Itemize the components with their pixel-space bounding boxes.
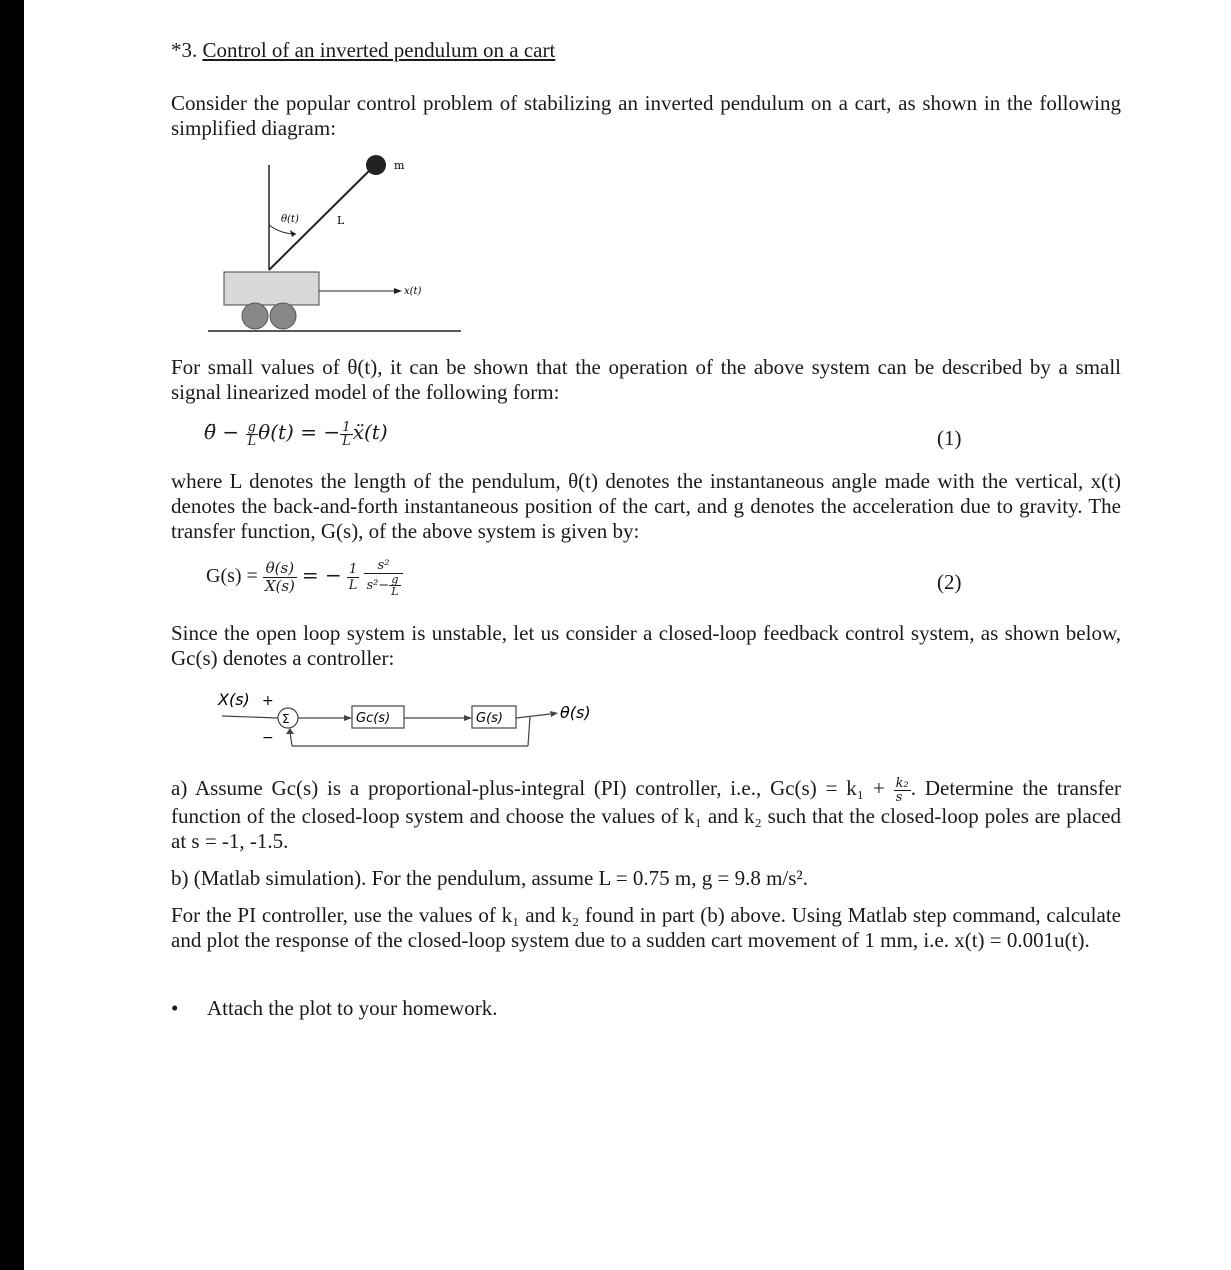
equation-2: G(s) = $\frac{\theta(s)}{X(s)}$ = − $\frac{1}{L}$ s² s²− $\frac{g}{L}$ [206,558,403,597]
controller-label: Gc(s) [356,711,391,726]
cart-wheel-left [242,303,268,329]
problem-number: *3. [171,38,203,62]
equation-1-number: (1) [937,426,962,450]
cart-wheel-right [270,303,296,329]
part-a-paragraph: a) Assume Gc(s) is a proportional-plus-integral (PI) controller, i.e., Gc(s) = k₁ + $\frac{\text{k₂}}{s}$ . Determine the transfer function of the closed-loop system and choose the values of k₁ and k₂ such that the closed-loop poles are placed at s = -1, -1.5. [171,775,1121,853]
pendulum-diagram [204,150,464,340]
mass-label: m [394,159,405,172]
output-label: θ(s) [560,703,591,722]
bullet-dot: • [171,996,179,1020]
equation-2-number: (2) [937,570,962,594]
sum-symbol: Σ [282,712,290,726]
cart-body [224,272,319,305]
document-page [24,0,1231,1270]
bullet-item [171,996,498,1021]
equation-1: θ̈ − $\frac{g}{L}$ θ(t) = − $\frac{1}{L}$ ẍ(t) [204,419,388,449]
input-label: X(s) [218,690,250,709]
pi-controller-paragraph: For the PI controller, use the values of k₁ and k₂ found in part (b) above. Using Matlab step command, calculate and plot the response of the closed-loop system due to a sudden cart movement of 1 mm, i.e. x(t) = 0.001u(t). [171,903,1121,952]
position-label: x(t) [404,286,422,297]
pendulum-mass [366,155,386,175]
feedback-block-diagram [214,688,614,750]
small-angle-paragraph: For small values of θ(t), it can be shown that the operation of the above system can be described by a small signal linearized model of the following form: [171,355,1121,404]
bullet-text: Attach the plot to your homework. [207,996,498,1020]
length-label: L [337,214,345,227]
intro-paragraph: Consider the popular control problem of stabilizing an inverted pendulum on a cart, as shown in the following simplified diagram: [171,91,1121,140]
plus-sign: + [262,693,274,709]
where-paragraph: where L denotes the length of the pendulum, θ(t) denotes the instantaneous angle made with the vertical, x(t) denotes the back-and-forth instantaneous position of the cart, and g denotes the acceleration due to gravity. The transfer function, G(s), of the above system is given by: [171,469,1121,543]
problem-title [171,38,1121,63]
plant-label: G(s) [476,711,503,726]
open-loop-paragraph: Since the open loop system is unstable, let us consider a closed-loop feedback control system, as shown below, Gc(s) denotes a controller: [171,621,1121,670]
minus-sign: − [262,730,274,746]
angle-label: θ(t) [281,214,299,225]
problem-heading: Control of an inverted pendulum on a cart [202,38,556,62]
part-b-paragraph: b) (Matlab simulation). For the pendulum, assume L = 0.75 m, g = 9.8 m/s². [171,866,808,890]
